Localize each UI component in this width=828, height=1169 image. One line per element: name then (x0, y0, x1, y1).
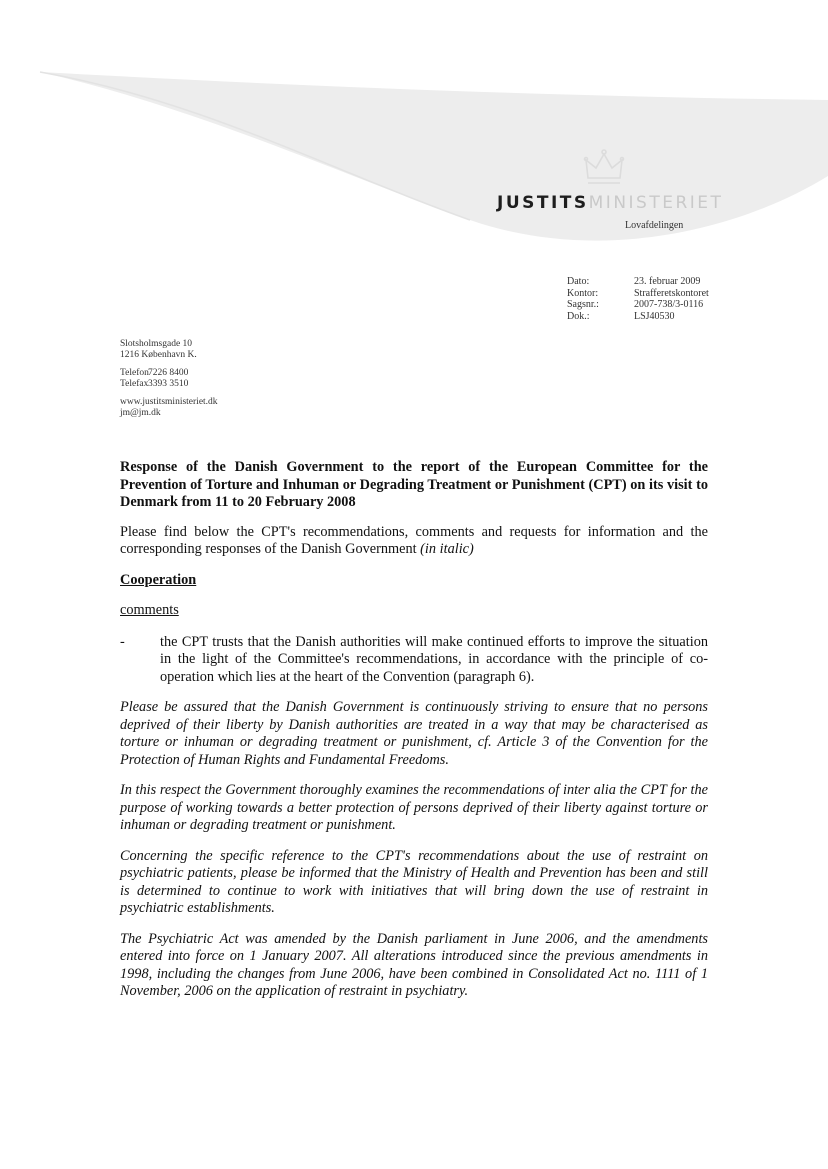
document-title: Response of the Danish Government to the report of the European Committee for the Prevention of Torture and Inhuman or Degrading Treatment or Punishment (CPT) on its visit to Denmark from 11 to 20 February 2008 (120, 459, 708, 510)
website-link[interactable]: www.justitsministeriet.dk (120, 397, 218, 407)
address-street: Slotsholmsgade 10 (120, 339, 193, 349)
department-name: Lovafdelingen (625, 220, 684, 231)
fax-row (120, 379, 218, 390)
phone-number: 7226 8400 (148, 368, 189, 378)
meta-row-date (567, 276, 709, 288)
intro-italic-note: (in italic) (420, 541, 474, 557)
fax-label: Telefax (120, 379, 149, 389)
response-paragraph: Please be assured that the Danish Government is continuously striving to ensure that no persons deprived of their liberty by Danish authorities are treated in a way that may be characterised as torture or inhuman or degrading treatment or punishment, cf. Article 3 of the Convention for the Protection of Human Rights and Fundamental Freedoms. (120, 699, 708, 768)
meta-value: 2007-738/3-0116 (634, 299, 704, 310)
meta-value: LSJ40530 (634, 310, 675, 322)
email-link[interactable]: jm@jm.dk (120, 408, 161, 418)
response-paragraph: Concerning the specific reference to the CPT's recommendations about the use of restraint on psychiatric patients, please be informed that the Ministry of Health and Prevention has been and still is determined to continue to work with initiatives that will bring down the use of restraint in psychiatric establishments. (120, 847, 708, 916)
intro-paragraph (120, 524, 708, 559)
meta-row-document (567, 311, 709, 323)
phone-label: Telefon (120, 368, 149, 378)
section-subheading: comments (120, 602, 179, 618)
letter-body (120, 459, 708, 1014)
ministry-address (120, 339, 218, 426)
meta-label: Dok.: (567, 310, 590, 322)
meta-label: Dato: (567, 276, 590, 287)
bullet-dash: - (120, 633, 125, 650)
letterhead-wave-graphic (0, 0, 828, 300)
cpt-comment-item (120, 634, 708, 687)
meta-value: 23. februar 2009 (634, 276, 701, 287)
ministry-logo-text (497, 193, 723, 213)
address-city: 1216 København K. (120, 350, 197, 360)
cpt-comment-text: the CPT trusts that the Danish authorities will make continued efforts to improve the situation in the light of the Committee's recommendations, in accordance with the principle of co-operation which lies at the heart of the Convention (paragraph 6). (160, 633, 708, 685)
phone-row (120, 368, 218, 379)
meta-value: Strafferetskontoret (634, 287, 709, 299)
fax-number: 3393 3510 (148, 379, 189, 389)
meta-row-office (567, 288, 709, 300)
intro-text: Please find below the CPT's recommendations, comments and requests for information and the corresponding responses of the Danish Government (120, 523, 708, 557)
response-paragraph: The Psychiatric Act was amended by the Danish parliament in June 2006, and the amendments entered into force on 1 January 2007. All alterations introduced since the previous amendments in 1998, including the changes from June 2006, have been combined in Consolidated Act no. 1111 of 1 November, 2006 on the application of restraint in psychiatry. (120, 930, 708, 999)
crown-logo-icon (582, 148, 626, 192)
section-heading: Cooperation (120, 571, 197, 588)
brand-light: MINISTERIET (588, 193, 724, 213)
meta-label: Kontor: (567, 287, 599, 299)
meta-label: Sagsnr.: (567, 299, 599, 310)
brand-bold: JUSTITS (497, 193, 589, 213)
document-meta (567, 276, 709, 322)
meta-row-case-number (567, 299, 709, 311)
response-paragraph: In this respect the Government thoroughly examines the recommendations of inter alia the CPT for the purpose of working towards a better protection of persons deprived of their liberty against torture or inhuman or degrading treatment or punishment. (120, 782, 708, 833)
